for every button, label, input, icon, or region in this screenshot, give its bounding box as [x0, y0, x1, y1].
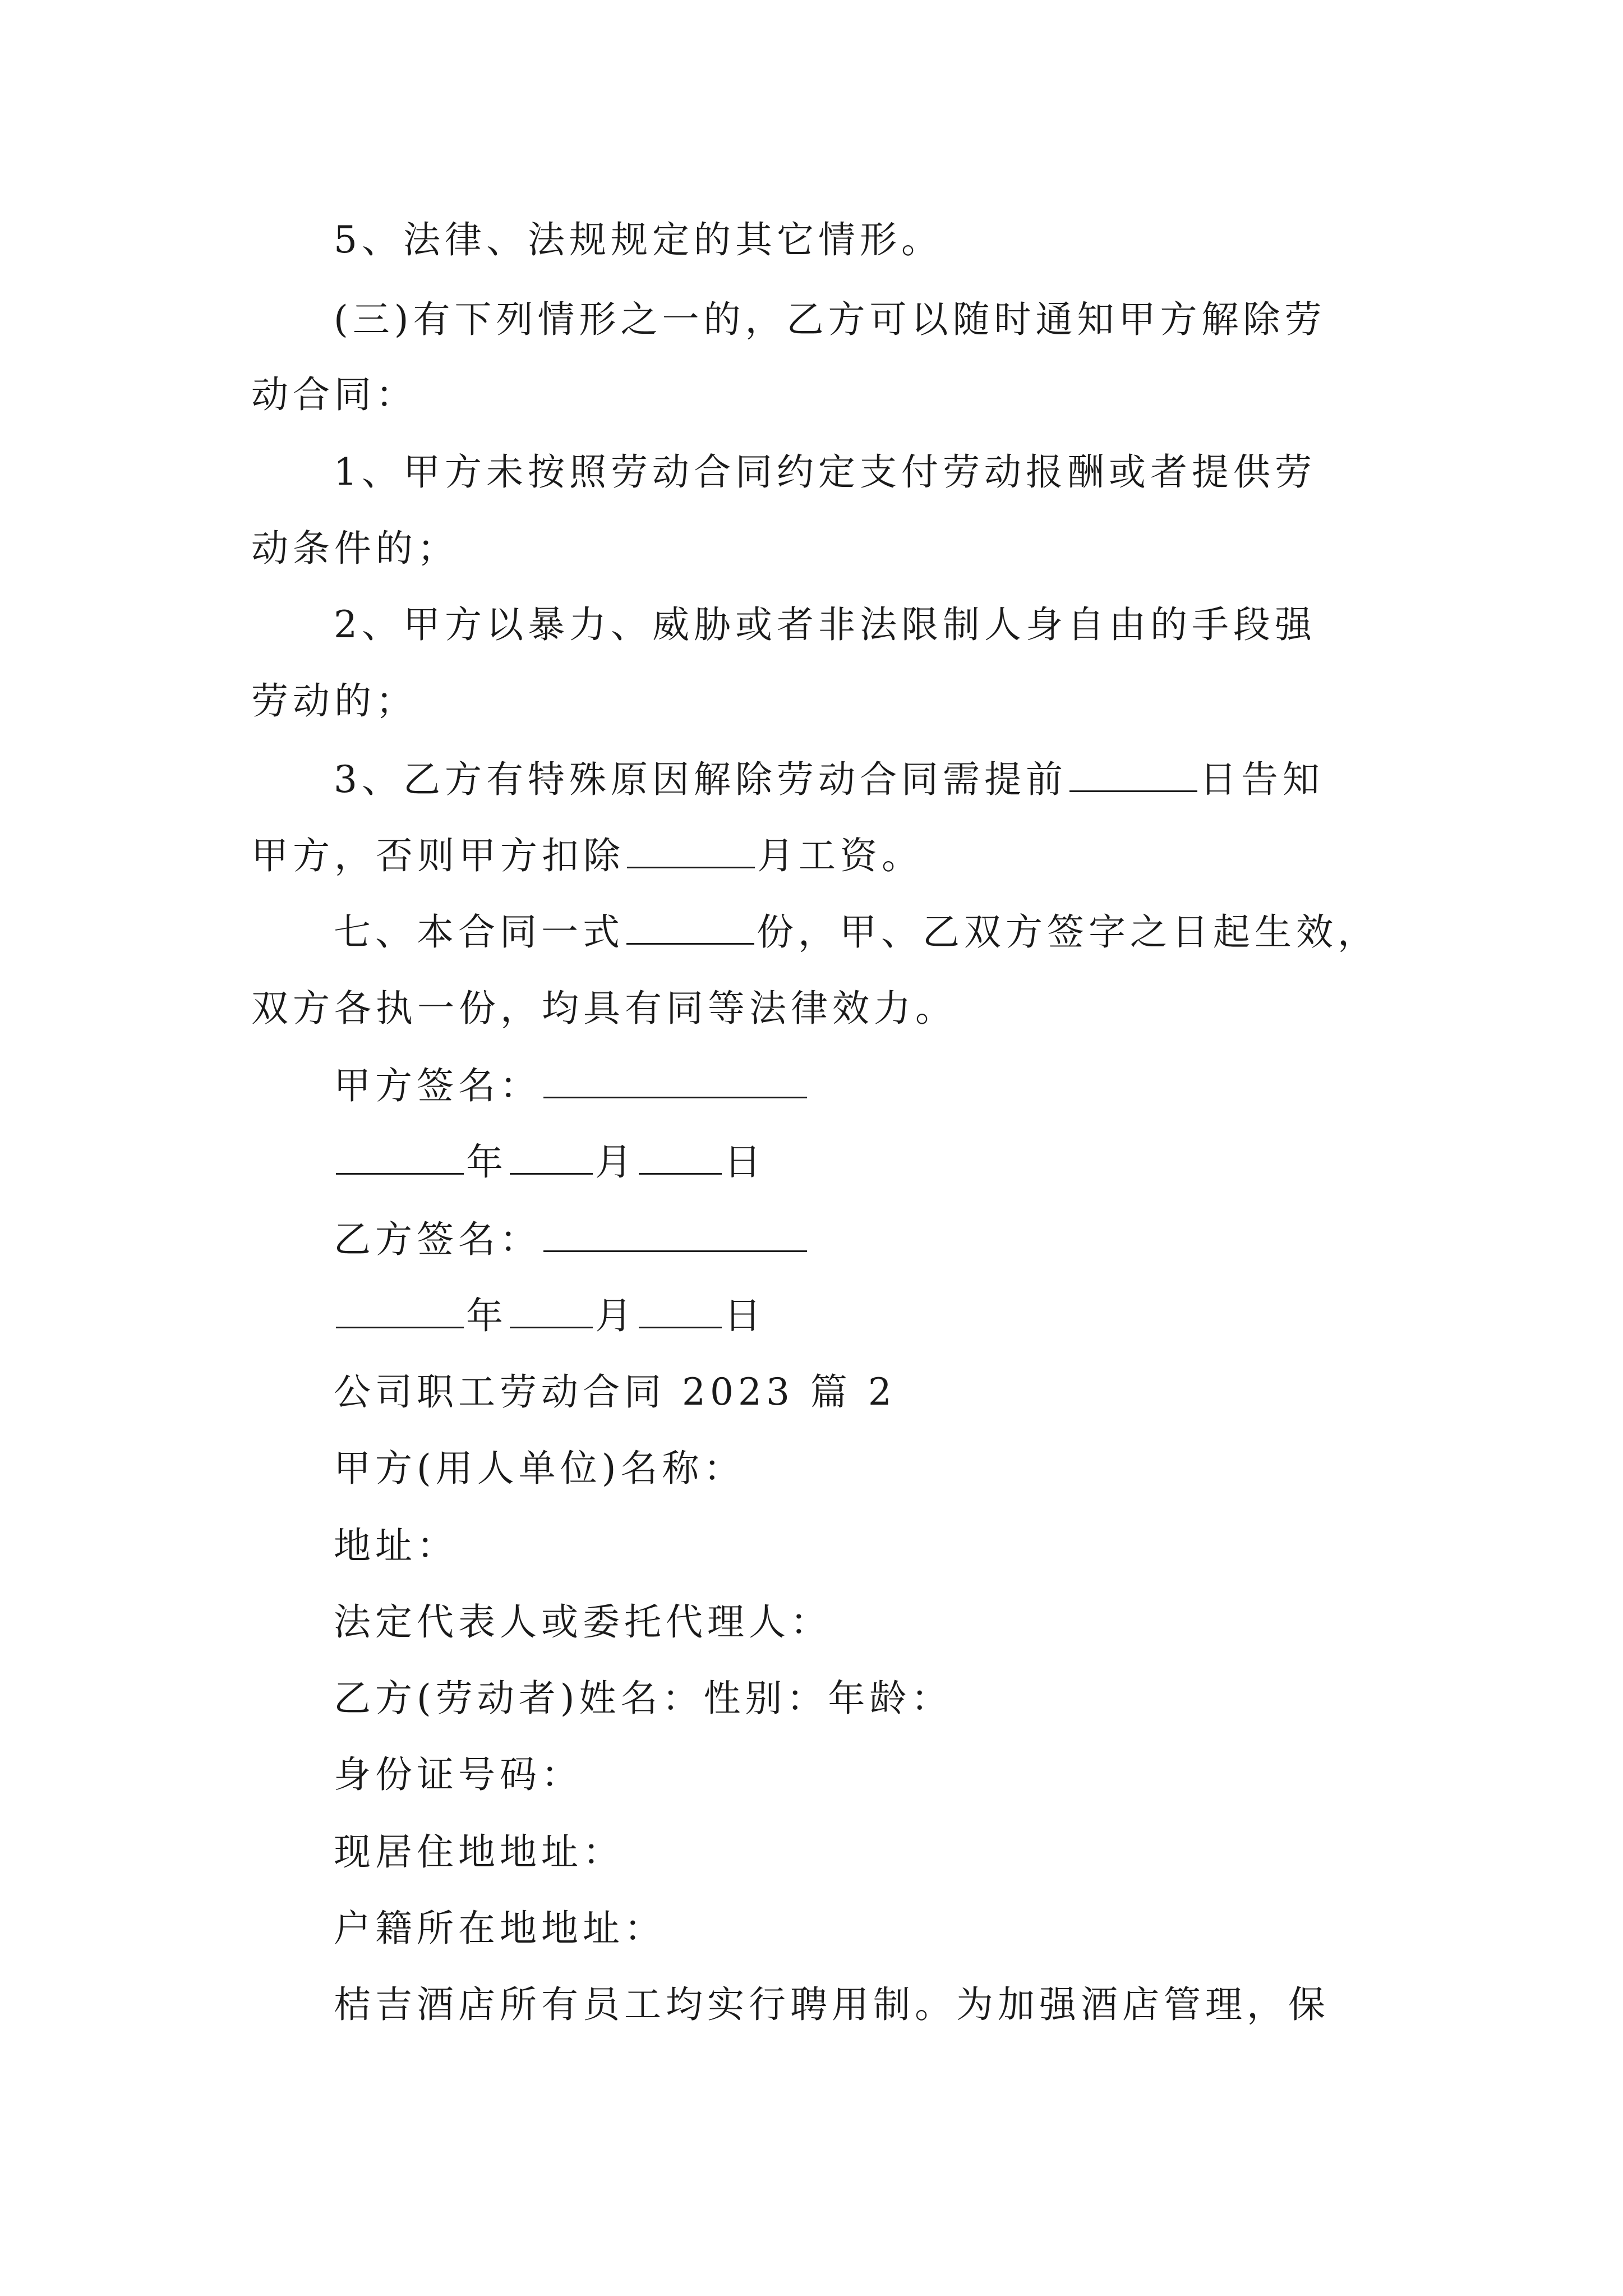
text: 户籍所在地地址：: [334, 1907, 666, 1950]
fill-blank: [1069, 758, 1197, 792]
month-blank: [510, 1140, 593, 1175]
field-employee-info: [334, 1676, 953, 1721]
text: 身份证号码：: [334, 1753, 583, 1796]
party-b-date: [334, 1294, 766, 1338]
text: 1、甲方未按照劳动合同约定支付劳动报酬或者提供劳: [334, 450, 1316, 494]
text: 七、本合同一式: [334, 910, 624, 954]
day-label: 日: [724, 1294, 766, 1337]
signature-blank: [543, 1064, 807, 1098]
text: 乙方(劳动者)姓名：性别：年龄：: [334, 1677, 953, 1720]
text: 劳动的；: [251, 679, 417, 723]
month-label: 月: [595, 1140, 637, 1184]
day-blank: [639, 1294, 722, 1328]
heading-text: 公司职工劳动合同 2023 篇 2: [334, 1370, 896, 1414]
party-a-signature: [334, 1064, 809, 1108]
clause-7-line-cont: [251, 986, 957, 1031]
text: 甲方(用人单位)名称：: [334, 1447, 745, 1490]
day-blank: [639, 1140, 722, 1175]
text: 现居住地地址：: [334, 1830, 624, 1874]
text: 桔吉酒店所有员工均实行聘用制。为加强酒店管理，保: [334, 1983, 1330, 2026]
signature-label: 乙方签名：: [334, 1218, 541, 1261]
party-a-date: [334, 1140, 766, 1185]
party-b-signature: [334, 1217, 809, 1262]
year-blank: [336, 1140, 464, 1175]
text: 月工资。: [757, 834, 923, 877]
section-heading: [334, 1370, 896, 1415]
text: 份，甲、乙双方签字之日起生效，: [757, 910, 1379, 954]
field-legal-rep: [334, 1600, 832, 1645]
text: 5、法律、法规规定的其它情形。: [334, 218, 943, 261]
text: 动合同：: [251, 373, 417, 416]
field-household-address: [334, 1906, 666, 1951]
item-1-line-cont: [251, 526, 459, 571]
text: 地址：: [334, 1524, 458, 1567]
fill-blank: [627, 834, 755, 868]
item-2-line-cont: [251, 679, 417, 724]
day-label: 日: [724, 1140, 766, 1184]
fill-blank: [626, 910, 754, 945]
text: 双方各执一份，均具有同等法律效力。: [251, 987, 957, 1030]
field-address: [334, 1524, 458, 1568]
year-label: 年: [466, 1294, 508, 1337]
text: 法定代表人或委托代理人：: [334, 1600, 832, 1644]
field-employer-name: [334, 1446, 745, 1491]
field-id-number: [334, 1752, 583, 1797]
item-3-line: [334, 757, 1324, 802]
signature-blank: [543, 1218, 807, 1252]
section-3-line-cont: [251, 372, 417, 417]
text: 日告知: [1200, 758, 1324, 801]
clause-7-line: [334, 910, 1379, 955]
month-label: 月: [595, 1294, 637, 1337]
text: 2、甲方以暴力、威胁或者非法限制人身自由的手段强: [334, 603, 1316, 646]
item-1-line: [334, 450, 1316, 495]
text: (三)有下列情形之一的，乙方可以随时通知甲方解除劳: [334, 298, 1326, 341]
text: 3、乙方有特殊原因解除劳动合同需提前: [334, 758, 1067, 801]
year-label: 年: [466, 1140, 508, 1184]
year-blank: [336, 1294, 464, 1328]
section-3-line: [334, 297, 1326, 342]
field-current-address: [334, 1830, 624, 1875]
text: 动条件的；: [251, 527, 459, 570]
clause-5-line: [334, 218, 943, 263]
item-3-line-cont: [251, 834, 923, 878]
text: 甲方，否则甲方扣除: [251, 834, 625, 877]
signature-label: 甲方签名：: [334, 1064, 541, 1107]
item-2-line: [334, 602, 1316, 647]
month-blank: [510, 1294, 593, 1328]
intro-paragraph-line: [334, 1982, 1330, 2027]
